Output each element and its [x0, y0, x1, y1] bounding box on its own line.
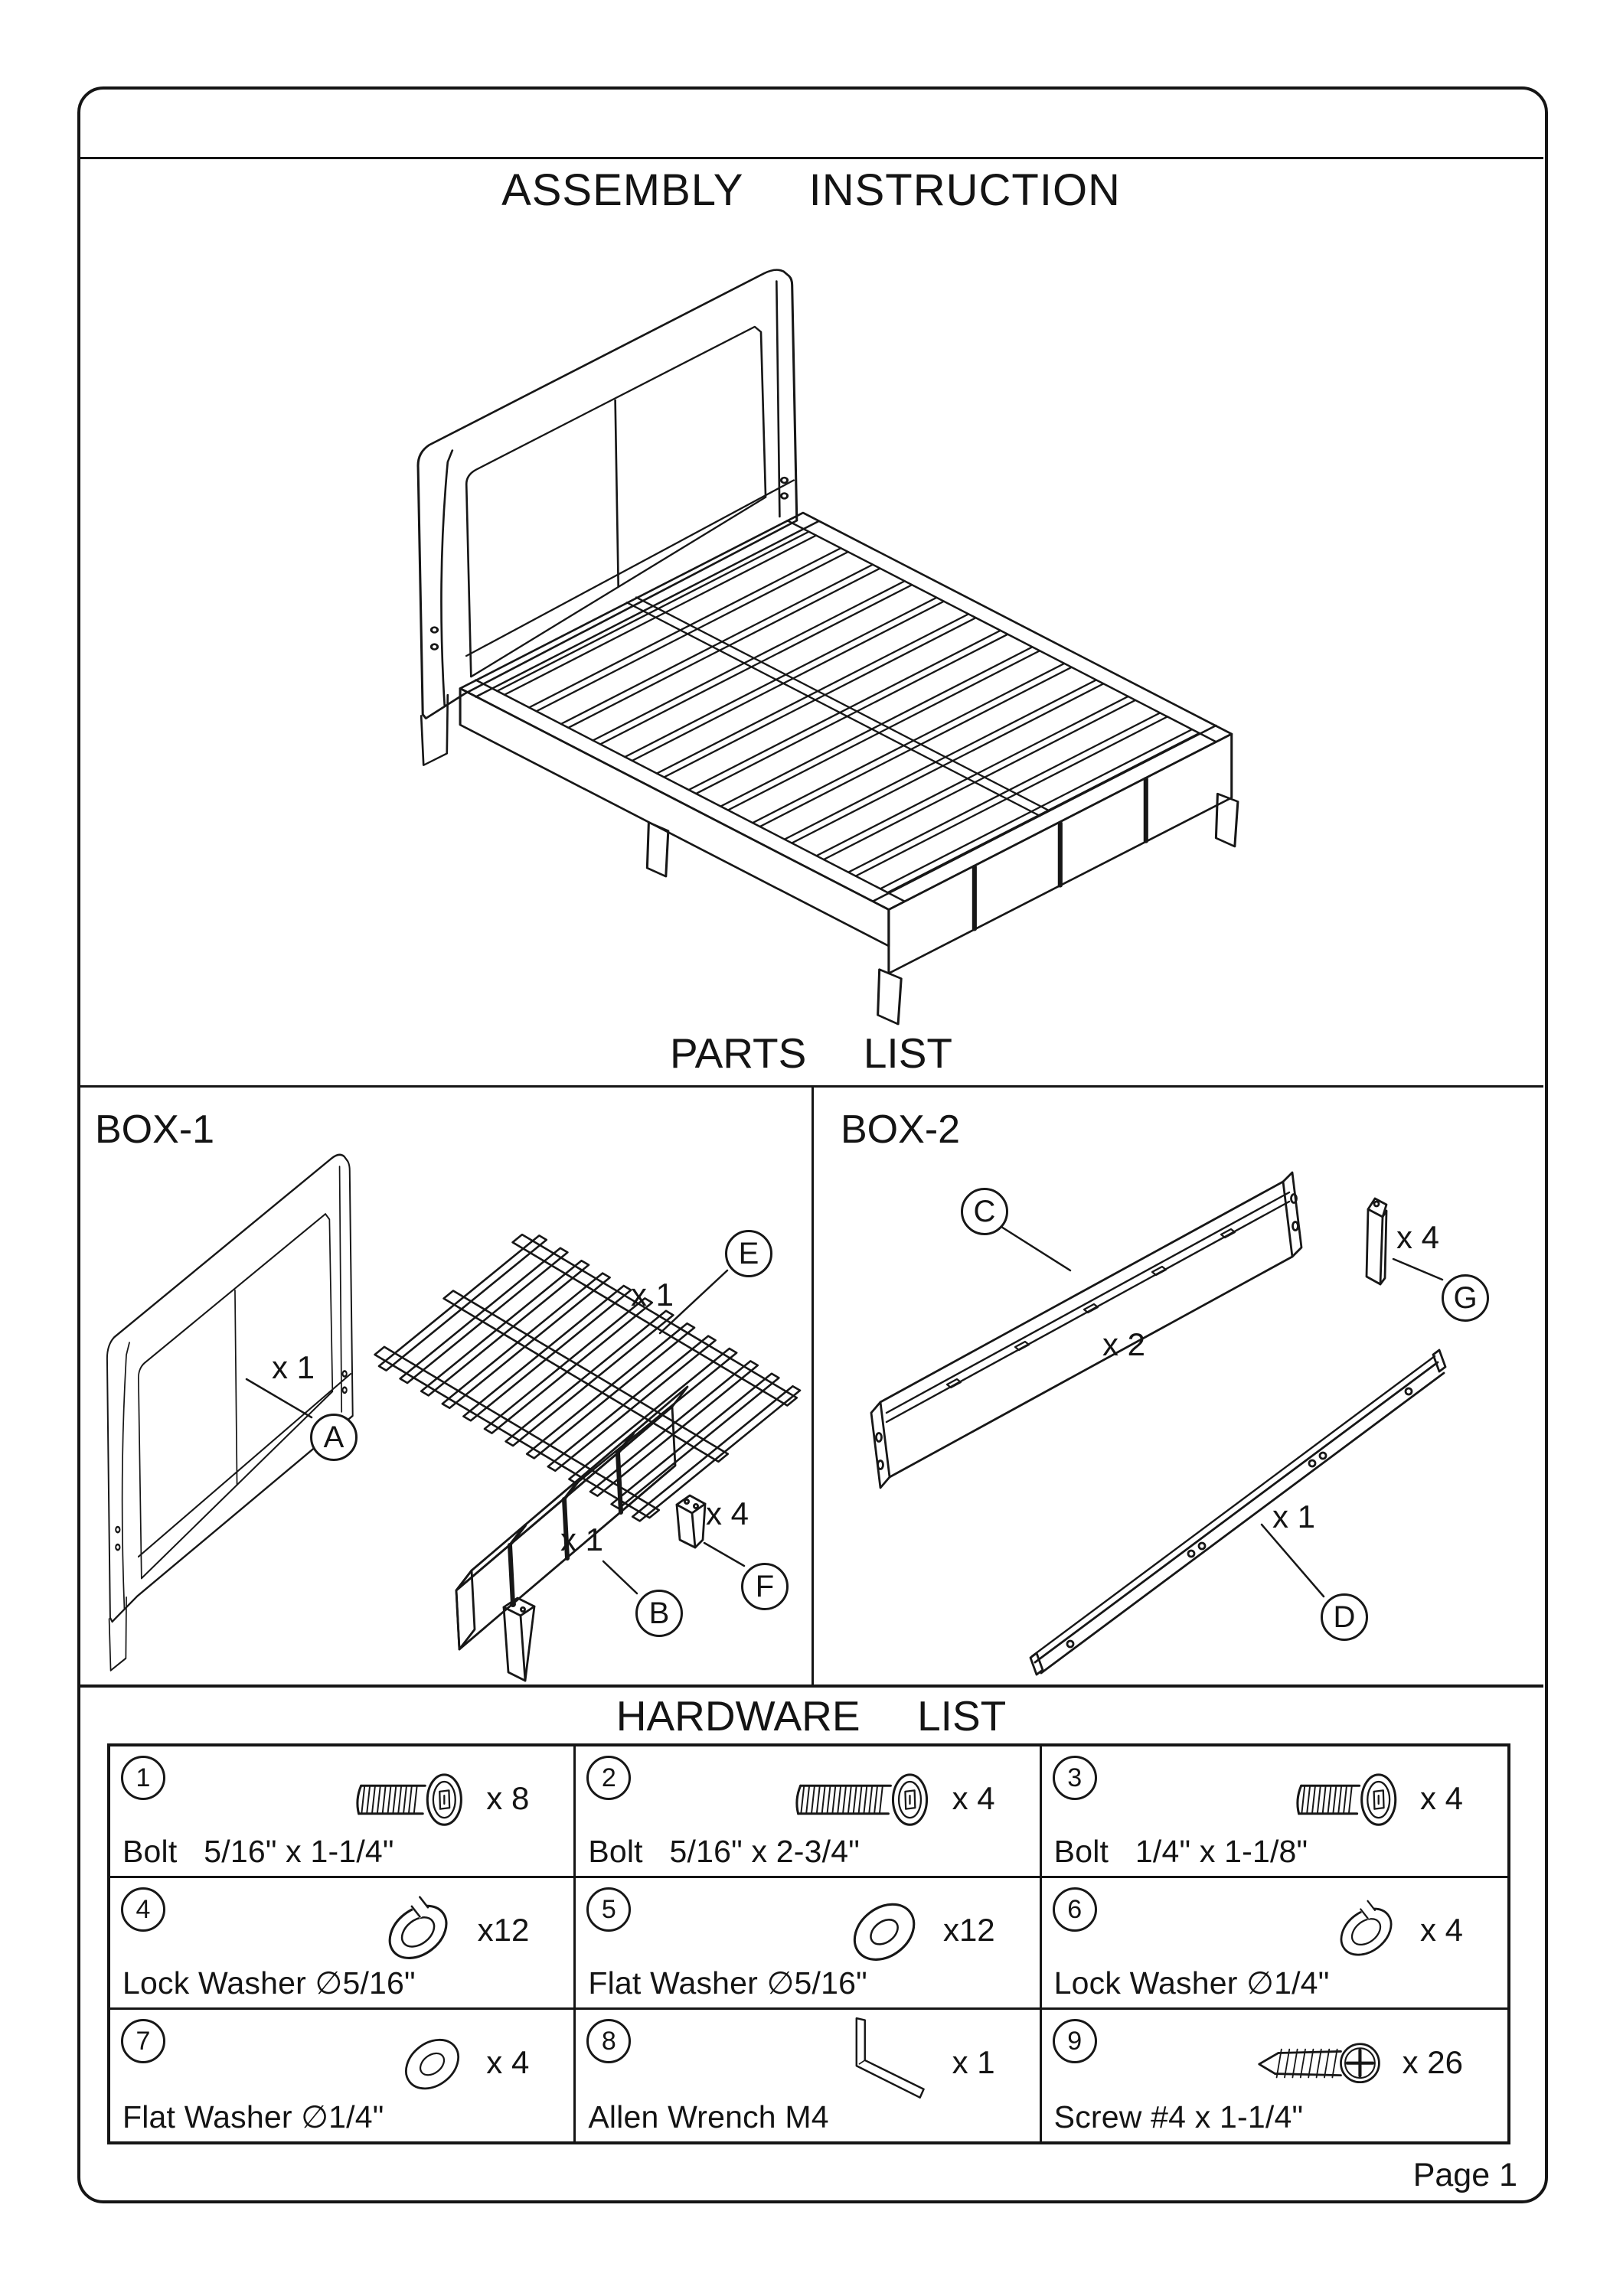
parts-list-heading: PARTS LIST [669, 1029, 952, 1077]
bed-slat-line [856, 716, 1167, 876]
bed-slat-line [785, 680, 1096, 839]
flat-washer-icon [395, 2023, 469, 2102]
hardware-count: x 4 [486, 2044, 530, 2080]
bed-slat-line [753, 664, 1064, 823]
hardware-number-badge: 3 [1053, 1756, 1097, 1800]
bed-slat-line [561, 565, 873, 724]
leader-f [704, 1543, 744, 1566]
hardware-table [107, 1743, 1510, 2144]
part-label-D: D [1321, 1593, 1368, 1641]
bed-slat-line [657, 614, 968, 773]
bed-slat-line [632, 602, 944, 761]
part-count-E: x 1 [630, 1277, 674, 1313]
hardware-cell-4 [110, 1878, 576, 2010]
part-label-A: A [310, 1414, 358, 1461]
box2-label: BOX-2 [841, 1107, 961, 1152]
part-label-G: G [1442, 1274, 1489, 1322]
bed-slat-line [720, 647, 1032, 806]
hardware-count: x 4 [952, 1779, 995, 1816]
screw-icon [1252, 2023, 1386, 2102]
page-title: ASSEMBLY INSTRUCTION [501, 165, 1121, 215]
lock-washer-icon [376, 1885, 460, 1975]
part-label-B: B [635, 1590, 683, 1637]
hardware-count: x 4 [1419, 1779, 1463, 1816]
part-a-illustration [107, 1155, 353, 1671]
leader-b [603, 1561, 637, 1593]
title-divider-line [79, 157, 1543, 159]
hardware-cell-7 [110, 2010, 576, 2141]
bed-slat-line [664, 618, 975, 777]
box1-label: BOX-1 [95, 1107, 215, 1152]
hardware-cell-6 [1042, 1878, 1507, 2010]
bed-slat-line [529, 548, 841, 707]
box2-parts-illustration [813, 1087, 1546, 1686]
page-number: Page 1 [1412, 2157, 1517, 2193]
leader-g [1393, 1259, 1442, 1280]
hardware-number-badge: 4 [121, 1887, 165, 1932]
hardware-label: Allen Wrench M4 [588, 2099, 829, 2135]
bed-slat-line [760, 667, 1072, 827]
bed-slat-line [696, 634, 1007, 794]
bed-slat-line [505, 536, 816, 695]
hardware-number-badge: 9 [1053, 2019, 1097, 2063]
hardware-label: Bolt 5/16" x 2-3/4" [588, 1834, 860, 1869]
hardware-count: x12 [477, 1911, 530, 1948]
bolt-short-icon [1293, 1755, 1403, 1842]
part-count-B: x 1 [560, 1521, 604, 1557]
hardware-number-badge: 7 [121, 2019, 165, 2063]
hardware-cell-9 [1042, 2010, 1507, 2141]
part-count-G: x 4 [1396, 1219, 1440, 1255]
part-count-F: x 4 [705, 1495, 749, 1531]
hardware-label: Bolt 5/16" x 1-1/4" [122, 1834, 394, 1869]
hardware-number-badge: 5 [586, 1887, 631, 1932]
hardware-label: Flat Washer ∅5/16" [588, 1965, 867, 2001]
hardware-list-heading: HARDWARE LIST [616, 1692, 1007, 1740]
bed-slat-line [792, 683, 1103, 843]
leader-c [1001, 1227, 1070, 1270]
hardware-label: Flat Washer ∅1/4" [122, 2099, 384, 2135]
hardware-count: x12 [942, 1911, 995, 1948]
hardware-number-badge: 1 [121, 1756, 165, 1800]
hardware-label: Screw #4 x 1-1/4" [1053, 2099, 1304, 2135]
bed-illustration [413, 253, 1286, 1033]
bed-slat-line [816, 696, 1128, 856]
part-c-illustration [871, 1172, 1301, 1488]
part-count-C: x 2 [1102, 1326, 1146, 1362]
hardware-count: x 1 [952, 2044, 995, 2080]
bed-slat-line [728, 651, 1040, 810]
bed-slat-line [568, 569, 880, 728]
hardware-count: x 4 [1419, 1911, 1463, 1948]
bed-slat-line [824, 700, 1135, 859]
hardware-label: Lock Washer ∅5/16" [122, 1965, 416, 2001]
hardware-cell-8 [576, 2010, 1041, 2141]
bed-slat-line [848, 713, 1160, 872]
hardware-count: x 26 [1402, 2044, 1463, 2080]
bolt-icon [353, 1755, 469, 1842]
hardware-number-badge: 2 [586, 1756, 631, 1800]
allen-wrench-icon [828, 2014, 935, 2112]
hardware-cell-1 [110, 1746, 576, 1878]
hardware-cell-3 [1042, 1746, 1507, 1878]
bed-slat-line [625, 598, 936, 757]
hardware-label: Lock Washer ∅1/4" [1053, 1965, 1330, 2001]
part-f-illustration [677, 1495, 705, 1548]
hardware-number-badge: 6 [1053, 1887, 1097, 1932]
part-label-E: E [725, 1230, 772, 1277]
bolt-long-icon [792, 1755, 935, 1842]
part-label-C: C [961, 1188, 1008, 1235]
lock-washer-icon [1329, 1890, 1403, 1970]
hardware-label: Bolt 1/4" x 1-1/8" [1053, 1834, 1308, 1869]
leg-illustration [504, 1598, 534, 1681]
hardware-cell-5 [576, 1878, 1041, 2010]
part-d-illustration [1030, 1350, 1445, 1675]
hardware-count: x 8 [486, 1779, 530, 1816]
part-count-A: x 1 [271, 1349, 315, 1385]
part-g-illustration [1367, 1199, 1386, 1284]
part-count-D: x 1 [1272, 1499, 1316, 1534]
part-label-F: F [741, 1563, 789, 1610]
box1-parts-illustration [79, 1087, 813, 1686]
leader-d [1262, 1525, 1324, 1596]
bed-slat-line [593, 581, 905, 740]
hardware-number-badge: 8 [586, 2019, 631, 2063]
bed-slat-line [689, 631, 1001, 790]
hardware-cell-2 [576, 1746, 1041, 1878]
flat-washer-icon [842, 1885, 926, 1975]
